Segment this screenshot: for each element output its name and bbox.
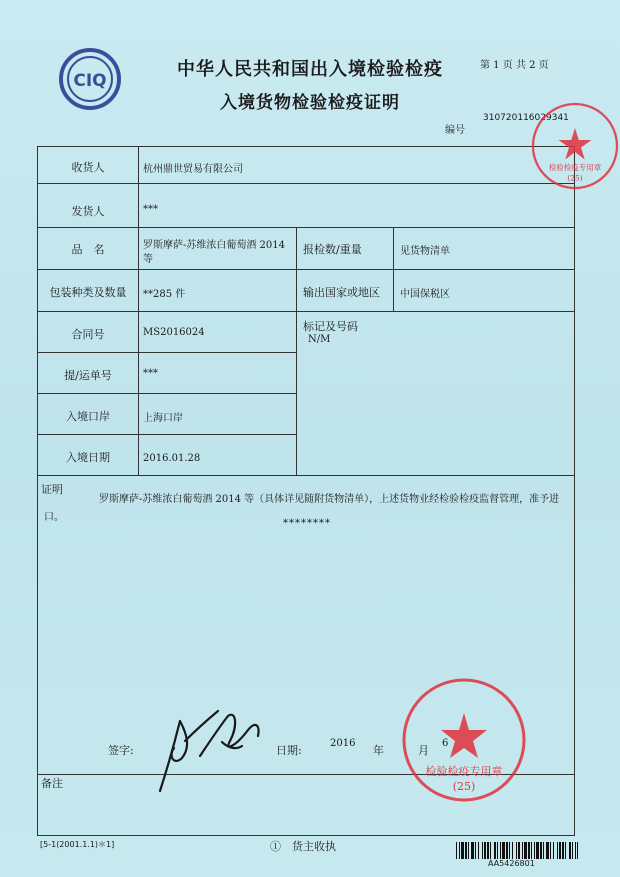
sign-label: 签字: [108, 744, 134, 757]
quantity-value: 见货物清单 [400, 246, 450, 257]
ciq-logo [58, 47, 122, 111]
quantity-label: 报检数/重量 [303, 243, 362, 256]
entry-date-label: 入境日期 [66, 451, 110, 464]
barcode-number: AA5426801 [488, 859, 535, 868]
certificate-stars: ******** [283, 518, 331, 529]
consignee-label: 收货人 [71, 161, 105, 174]
goods-value-line1: 罗斯摩萨-苏维浓白葡萄酒 2014 [143, 240, 286, 251]
page-info: 第 1 页 共 2 页 [480, 60, 549, 71]
entry-date-value: 2016.01.28 [143, 453, 201, 464]
stamp-bottom-text: 检验检疫专用章 [425, 765, 503, 778]
port-label: 入境口岸 [66, 410, 110, 423]
barcode [456, 842, 578, 859]
certificate-text: 罗斯摩萨-苏维浓白葡萄酒 2014 等（具体详见随附货物清单），上述货物业经检验检疫监督管理，准予进口。 [44, 494, 560, 523]
year-char: 年 [373, 744, 384, 757]
origin-value: 中国保税区 [400, 289, 450, 300]
goods-value-line2: 等 [143, 254, 153, 265]
package-label: 包装种类及数量 [49, 286, 127, 299]
logo-text: CIQ [73, 71, 107, 91]
contract-value: MS2016024 [143, 327, 205, 338]
stamp-top-text: 检验检疫专用章 [548, 163, 602, 172]
contract-label: 合同号 [71, 328, 105, 341]
port-value: 上海口岸 [143, 413, 183, 424]
handwritten-signature [140, 686, 275, 806]
stamp-bottom-number: (25) [452, 780, 476, 793]
marks-value: N/M [308, 334, 331, 345]
bl-label: 提/运单号 [64, 369, 112, 382]
origin-label: 输出国家或地区 [303, 286, 380, 299]
document-title: 中华人民共和国出入境检验检疫 [177, 59, 443, 80]
stamp-top-number: (25) [567, 173, 583, 183]
stamp-top [530, 86, 620, 206]
consignor-label: 发货人 [71, 205, 105, 218]
sign-date-label: 日期: [276, 744, 302, 757]
consignor-value: *** [143, 204, 158, 215]
package-value: **285 件 [143, 289, 186, 300]
form-code: [5-1(2001.1.1)＊1] [40, 840, 115, 849]
goods-label: 品 名 [71, 243, 105, 256]
consignee-value: 杭州鼎世贸易有限公司 [143, 164, 243, 175]
sign-date-day: 6 [442, 738, 449, 749]
document-subtitle: 入境货物检验检疫证明 [220, 93, 400, 113]
cert-no-label: 编号 [445, 125, 465, 136]
sign-date-year: 2016 [330, 738, 356, 749]
stamp-bottom [399, 675, 529, 805]
certificate-label: 证明 [41, 483, 63, 496]
notes-label: 备注 [41, 777, 63, 790]
copy-label: ① 货主收执 [270, 840, 336, 853]
month-char: 月 [418, 744, 429, 757]
bl-value: *** [143, 368, 158, 379]
marks-label: 标记及号码 [303, 320, 358, 333]
cert-no-value: 310720116029341 [483, 113, 569, 123]
